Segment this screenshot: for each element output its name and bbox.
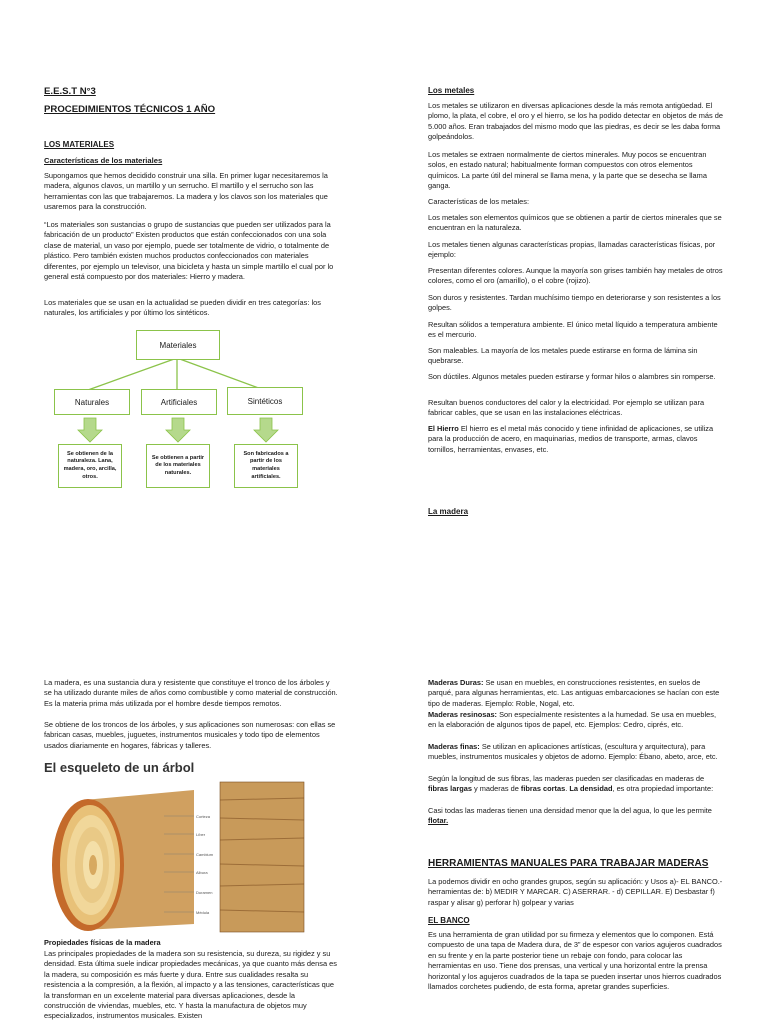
- maderas-duras-paragraph: [428, 678, 724, 709]
- herramientas-title: HERRAMIENTAS MANUALES PARA TRABAJAR MADERAS: [428, 858, 709, 869]
- svg-text:Cambium: Cambium: [196, 852, 214, 857]
- paragraph: Es una herramienta de gran utilidad por su firmeza y elementos que lo componen. Está compuesto de una tapa de Madera dura, de 3” de espesor con varios agujeros cuadrados en su frente y en la parte posterior tiene un rebaje con fondo, para colocar las herramientas en uso. Tiene dos prensas, una vertical y una horizontal entre la prensa horizontal y los agujeros cuadrados de la tapa se pueden insertar unos hierros cuadrados llamados corchetes pudiendo, de esta forma, apretar grandes superficies.: [428, 930, 722, 992]
- fibras-text: y maderas de: [471, 784, 521, 794]
- paragraph: Los metales se utilizaron en diversas aplicaciones desde la más remota antigüedad. El plomo, la plata, el cobre, el oro y el hierro, se los ha podido detectar en objetos de más de 5.000 años. Eran trabajados del mismo modo que las piedras, es decir se les daba forma golpeándolos.: [428, 101, 723, 142]
- paragraph: “Los materiales son sustancias o grupo de sustancias que pueden ser utilizados para la fabricación de un producto” Existen productos que están confeccionados con una sola clase de material, un vaso por ejemplo, puede ser totalmente de vidrio, o totalmente de plástico. Pero también existen muchos productos confeccionados con materiales diferentes, por ejemplo un televisor, una bicicleta y hasta un simple martillo el cual por lo general está compuesto por dos materiales: Hierro y madera.: [44, 220, 334, 282]
- madera-title: La madera: [428, 507, 469, 516]
- diagram-sinteticos-desc: Son fabricados a partir de los materiales artificiales.: [234, 444, 298, 488]
- maderas-finas-paragraph: [428, 742, 724, 763]
- banco-title: EL BANCO: [428, 916, 470, 925]
- svg-text:Albura: Albura: [196, 870, 208, 875]
- maderas-finas-text: Se utilizan en aplicaciones artísticas, (escultura y arquitectura), para muebles, instrumentos musicales y objetos de adorno. Ejemplo: Ébano, abeto, arce, etc.: [428, 742, 718, 762]
- fibras-text: , es otra propiedad importante:: [612, 784, 714, 794]
- properties-title: Propiedades físicas de la madera: [44, 938, 161, 947]
- paragraph: La podemos dividir en ocho grandes grupos, según su aplicación: y Usos a)- EL BANCO.- herramientas de: b) MEDIR Y MARCAR. C) ASERRAR. - d) CEPILLAR. E) Desbastar f) raspar y alisar g) perforar h) golpear y varias: [428, 877, 723, 907]
- paragraph: Los materiales que se usan en la actualidad se pueden dividir en tres categorías: los naturales, los artificiales y por último los sintéticos.: [44, 298, 321, 318]
- maderas-resinosas-label: Maderas resinosas:: [428, 710, 498, 719]
- maderas-finas-label: Maderas finas:: [428, 742, 480, 751]
- paragraph: Resultan sólidos a temperatura ambiente. El único metal líquido a temperatura ambiente es el mercurio.: [428, 320, 718, 340]
- fibras-text: Según la longitud de sus fibras, las maderas pueden ser clasificadas en maderas de: [428, 774, 705, 783]
- paragraph: Son dúctiles. Algunos metales pueden estirarse y formar hilos o alambres sin romperse.: [428, 372, 716, 381]
- flotar-label: flotar.: [428, 816, 449, 826]
- flotar-paragraph: [428, 806, 724, 827]
- paragraph: Los metales tienen algunas características propias, llamadas características físicas, por ejemplo:: [428, 240, 716, 260]
- school-title: E.E.S.T N°3: [44, 86, 96, 97]
- paragraph: Supongamos que hemos decidido construir una silla. En primer lugar necesitaremos la madera, algunos clavos, un martillo y un serrucho. El martillo y el serrucho son las herramientas con las que trabajaremos. La madera y los clavos son los materiales que usaremos para la construcción.: [44, 171, 328, 212]
- hierro-bold: El Hierro: [428, 424, 459, 433]
- tree-image-title: El esqueleto de un árbol: [44, 760, 195, 775]
- section-title: LOS MATERIALES: [44, 140, 115, 149]
- paragraph: Se obtiene de los troncos de los árboles, y sus aplicaciones son numerosas: con ellas se fabrican casas, muebles, juguetes, instrumentos musicales y todo tipo de elementos usados diariamente en hogares, fábricas y talleres.: [44, 720, 336, 750]
- hierro-paragraph: [428, 424, 724, 455]
- paragraph: Son duros y resistentes. Tardan muchísimo tiempo en deteriorarse y son resistentes a los golpes.: [428, 293, 721, 313]
- course-title: PROCEDIMIENTOS TÉCNICOS 1 AÑO: [44, 104, 216, 115]
- diagram-naturales-desc: Se obtienen de la naturaleza. Lana, madera, oro, arcilla, otros.: [58, 444, 122, 488]
- paragraph: Los metales son elementos químicos que se obtienen a partir de ciertos minerales que se encuentran en la naturaleza.: [428, 213, 722, 233]
- maderas-duras-text: Se usan en muebles, en construcciones resistentes, en suelos de parqué, para algunas herramientas, etc. Las antiguas embarcaciones se hacían con este tipo de maderas. Ejemplo: Roble, Nogal, etc.: [428, 678, 720, 708]
- paragraph: Son maleables. La mayoría de los metales puede estirarse en forma de lámina sin quebrarse.: [428, 346, 698, 366]
- fibras-text: .: [565, 784, 570, 794]
- metales-title: Los metales: [428, 86, 475, 95]
- paragraph: Resultan buenos conductores del calor y la electricidad. Por ejemplo se utilizan para fabricar cables, que se usan en las instalaciones eléctricas.: [428, 398, 705, 418]
- paragraph: Las principales propiedades de la madera son su resistencia, su dureza, su rigidez y su densidad. Esta última suele indicar propiedades mecánicas, ya que cuanto más densa es la madera, su composición es más fuerte y dura. Entre sus cualidades resalta su resistencia a la compresión, a la flexión, al impacto y a las tensiones, características que la transforman en un excelente material para diversas aplicaciones, desde la construcción de viviendas, muebles, etc. Y hasta la manufactura de objetos muy especializados, instrumentos musicales. Existen: [44, 949, 337, 1021]
- diagram-naturales-box: Naturales: [54, 389, 130, 415]
- fibras-cortas: fibras cortas: [520, 784, 566, 794]
- densidad-label: La densidad: [569, 784, 613, 794]
- svg-text:Líber: Líber: [196, 832, 206, 837]
- diagram-artificiales-desc: Se obtienen a partir de los materiales naturales.: [146, 444, 210, 488]
- materials-diagram: [44, 326, 314, 512]
- svg-text:Corteza: Corteza: [196, 814, 211, 819]
- svg-text:Médula: Médula: [196, 910, 210, 915]
- tree-cross-section-illustration: [44, 760, 314, 936]
- tree-skeleton-image: [44, 760, 314, 936]
- paragraph: Características de los metales:: [428, 197, 530, 206]
- fibras-paragraph: [428, 774, 724, 795]
- maderas-resinosas-paragraph: [428, 710, 724, 731]
- paragraph: La madera, es una sustancia dura y resistente que constituye el tronco de los árboles y se ha utilizado durante miles de años como combustible y como material de construcción. Es la materia prima más utilizada por el hombre desde tiempos remotos.: [44, 678, 338, 708]
- svg-text:Duramen: Duramen: [196, 890, 213, 895]
- hierro-text: El hierro es el metal más conocido y tiene infinidad de aplicaciones, se utiliza para la producción de acero, en maquinarias, medios de transporte, armas, clavos tornillos, herramientas, envases, etc.: [428, 424, 714, 454]
- diagram-artificiales-box: Artificiales: [141, 389, 217, 415]
- paragraph: Presentan diferentes colores. Aunque la mayoría son grises también hay metales de otros colores, como el oro (amarillo), o el cobre (rojizo).: [428, 266, 723, 286]
- diagram-sinteticos-box: Sintéticos: [227, 387, 303, 415]
- fibras-largas: fibras largas: [428, 784, 472, 794]
- paragraph: Los metales se extraen normalmente de ciertos minerales. Muy pocos se encuentran solos, en estado natural; habitualmente forman compuestos con otros elementos químicos. La parte útil del mineral se llama mena, y la parte que se desecha se llama ganga.: [428, 150, 707, 191]
- subsection-title: Características de los materiales: [44, 156, 163, 165]
- maderas-duras-label: Maderas Duras:: [428, 678, 484, 687]
- maderas-resinosas-text: Son especialmente resistentes a la humedad. Se usa en muebles, en la elaboración de algunos tipos de papel, etc. Ejemplos: Cedro, ciprés, etc.: [428, 710, 716, 730]
- flotar-text: Casi todas las maderas tienen una densidad menor que la del agua, lo que les permite: [428, 806, 712, 815]
- diagram-root-box: Materiales: [136, 330, 220, 360]
